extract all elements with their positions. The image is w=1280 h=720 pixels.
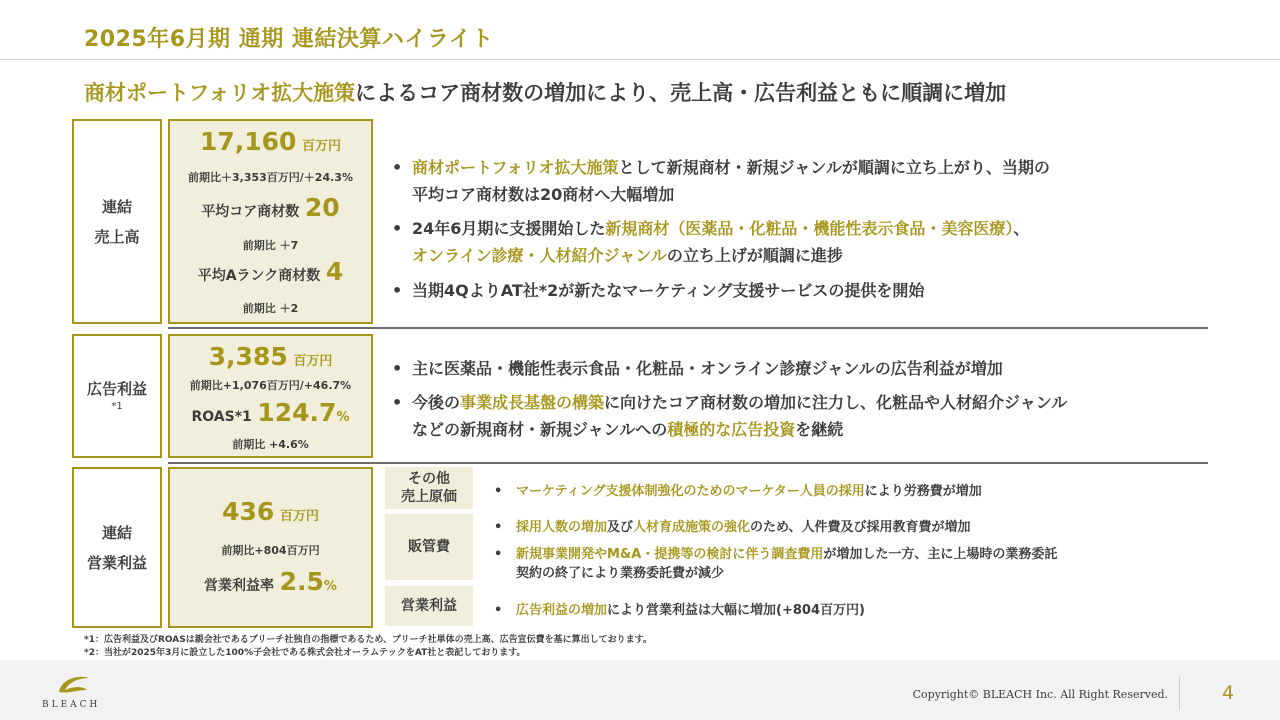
sales-label-line2: 売上高 [94, 227, 140, 246]
cogs-bullet-text: により労務費が増加 [864, 484, 982, 499]
footer-divider [1179, 676, 1180, 710]
sales-bullet-2-cont-text: の立ち上げが順調に進捗 [666, 246, 843, 265]
ad-bullet-2-cont-highlight: 積極的な広告投資 [667, 420, 796, 439]
subtitle-highlight: 商材ポートフォリオ拡大施策 [84, 81, 356, 105]
ad-bullet-2-cont-pre: などの新規商材・新規ジャンルへの [412, 420, 668, 439]
ad-profit-amount: 3,385 [208, 342, 288, 371]
ad-profit-note: *1 [111, 401, 123, 412]
rank-a-value: 4 [325, 257, 344, 286]
sales-bullet-2: • 24年6月期に支援開始した新規商材（医薬品・化粧品・機能性表示食品・美容医療）、 [392, 219, 1030, 238]
op-bullet: • 広告利益の増加により営業利益は大幅に増加(+804百万円) [494, 603, 865, 618]
section-divider-2 [168, 462, 1208, 464]
op-margin-line [170, 567, 371, 596]
sales-bullet-1-text: として新規商材・新規ジャンルが順調に立ち上がり、当期の [618, 158, 1050, 177]
cogs-category-line1: その他 [408, 471, 450, 487]
sales-bullet-2-cont-highlight: オンライン診療・人材紹介ジャンル [412, 246, 667, 265]
page-subtitle [84, 77, 1006, 107]
sales-bullet-1-cont: 平均コア商材数は20商材へ大幅増加 [412, 185, 675, 204]
op-category-label: 営業利益 [401, 598, 457, 614]
op-bullet-text: により営業利益は大幅に増加(+804百万円) [607, 603, 865, 618]
roas-label: ROAS*1 [191, 409, 252, 425]
ad-bullet-1-text: 主に医薬品・機能性表示食品・化粧品・オンライン診療ジャンルの広告利益が増加 [412, 359, 1003, 378]
ad-bullet-1: • 主に医薬品・機能性表示食品・化粧品・オンライン診療ジャンルの広告利益が増加 [392, 359, 1003, 378]
op-profit-amount: 436 [222, 497, 275, 526]
sales-bullet-1: • 商材ポートフォリオ拡大施策として新規商材・新規ジャンルが順調に立ち上がり、当期の [392, 158, 1050, 177]
section-divider-1 [168, 327, 1208, 329]
rank-a-label: 平均Aランク商材数 [197, 268, 321, 284]
core-products-yoy: 前期比 ＋7 [242, 239, 299, 252]
rank-a-line [170, 257, 371, 286]
sga-bullet-1-text: のため、人件費及び採用教育費が増加 [750, 520, 971, 535]
op-margin-unit: % [323, 579, 337, 594]
page-number: 4 [1222, 682, 1235, 704]
op-profit-kpi-box [168, 467, 373, 628]
sales-label-line1: 連結 [101, 197, 132, 216]
sales-bullet-2-post: 、 [1013, 219, 1030, 238]
ad-bullet-2-cont-post: を継続 [795, 420, 844, 439]
sga-bullet-2-text: が増加した一方、主に上場時の業務委託 [823, 547, 1058, 562]
cogs-category-line2: 売上原価 [401, 489, 457, 505]
subtitle-text: によるコア商材数の増加により、売上高・広告利益ともに順調に増加 [355, 81, 1007, 105]
sales-bullet-3: • 当期4QよりAT社*2が新たなマーケティング支援サービスの提供を開始 [392, 281, 925, 300]
ad-profit-kpi-box [168, 334, 373, 458]
ad-profit-amount-line [170, 342, 371, 371]
ad-bullet-2-pre: 今後の [412, 393, 461, 412]
op-profit-label-line2: 営業利益 [86, 553, 147, 572]
core-products-line [170, 193, 371, 222]
sga-bullet-2: • 新規事業開発やM&A・提携等の検討に伴う調査費用が増加した一方、主に上場時の業務委託 [494, 547, 1058, 562]
sales-unit: 百万円 [302, 139, 342, 154]
ad-profit-label: 広告利益 [86, 380, 147, 398]
op-margin-label: 営業利益率 [204, 578, 275, 594]
ad-bullet-2: • 今後の事業成長基盤の構築に向けたコア商材数の増加に注力し、化粧品や人材紹介ジャンル [392, 393, 1068, 412]
sga-bullet-1-mid: 及び [607, 520, 634, 535]
op-bullet-highlight: 広告利益の増加 [516, 603, 608, 618]
ad-profit-yoy: 前期比+1,076百万円/+46.7% [189, 379, 352, 392]
cogs-bullet-highlight: マーケティング支援体制強化のためのマーケター人員の採用 [516, 484, 865, 499]
sga-bullet-2-highlight: 新規事業開発やM&A・提携等の検討に伴う調査費用 [516, 547, 824, 562]
op-profit-label-line1: 連結 [101, 523, 132, 542]
op-profit-amount-line [170, 497, 371, 526]
op-category-box [385, 586, 473, 626]
roas-yoy: 前期比 +4.6% [232, 438, 309, 451]
roas-value: 124.7 [257, 398, 337, 427]
sales-kpi-box [168, 119, 373, 324]
ad-profit-unit: 百万円 [293, 354, 333, 369]
core-products-label: 平均コア商材数 [201, 204, 300, 220]
header-divider [0, 59, 1280, 60]
op-profit-label-box [72, 467, 162, 628]
sga-bullet-1-highlight-1: 採用人数の増加 [516, 520, 608, 535]
roas-unit: % [336, 410, 350, 425]
footnote-2: *2：当社が2025年3月に設立した100%子会社である株式会社オーラムテックをAT社と表記しております。 [84, 648, 526, 658]
copyright: Copyright© BLEACH Inc. All Right Reserved. [912, 688, 1168, 701]
sales-amount: 17,160 [199, 127, 297, 156]
sga-bullet-2-cont: 契約の終了により業務委託費が減少 [516, 566, 725, 581]
roas-line [170, 398, 371, 427]
ad-bullet-2-cont [412, 417, 843, 440]
ad-profit-label-box [72, 334, 162, 458]
sales-label-box [72, 119, 162, 324]
sga-category-label: 販管費 [408, 539, 450, 555]
sales-amount-line [170, 127, 371, 156]
op-profit-yoy: 前期比+804百万円 [221, 544, 320, 557]
sales-bullet-2-text: 24年6月期に支援開始した [412, 219, 606, 238]
ad-bullet-2-highlight: 事業成長基盤の構築 [460, 393, 605, 412]
logo-text: BLEACH [42, 700, 101, 710]
ad-bullet-2-text: に向けたコア商材数の増加に注力し、化粧品や人材紹介ジャンル [604, 393, 1068, 412]
bleach-logo-icon [55, 672, 93, 702]
footnote-1: *1：広告利益及びROASは親会社であるブリーチ社独自の指標であるため、ブリーチ社単体の売上高、広告宣伝費を基に算出しております。 [84, 635, 652, 645]
page-title: 2025年6月期 通期 連結決算ハイライト [84, 27, 494, 52]
sales-bullet-3-text: 当期4QよりAT社*2が新たなマーケティング支援サービスの提供を開始 [412, 281, 925, 300]
sga-bullet-1: • 採用人数の増加及び人材育成施策の強化のため、人件費及び採用教育費が増加 [494, 520, 971, 535]
sales-bullet-1-highlight: 商材ポートフォリオ拡大施策 [412, 158, 619, 177]
sga-category-box [385, 514, 473, 580]
cogs-bullet: • マーケティング支援体制強化のためのマーケター人員の採用により労務費が増加 [494, 484, 982, 499]
sales-yoy: 前期比＋3,353百万円/＋24.3% [188, 171, 353, 184]
op-margin-value: 2.5 [279, 567, 324, 596]
core-products-value: 20 [304, 193, 340, 222]
sales-bullet-2-highlight: 新規商材（医薬品・化粧品・機能性表示食品・美容医療） [605, 219, 1014, 238]
rank-a-yoy: 前期比 ＋2 [242, 302, 299, 315]
sales-bullet-2-cont [412, 243, 843, 266]
op-profit-unit: 百万円 [279, 509, 319, 524]
cogs-category-box [385, 467, 473, 509]
sga-bullet-1-highlight-2: 人材育成施策の強化 [633, 520, 751, 535]
